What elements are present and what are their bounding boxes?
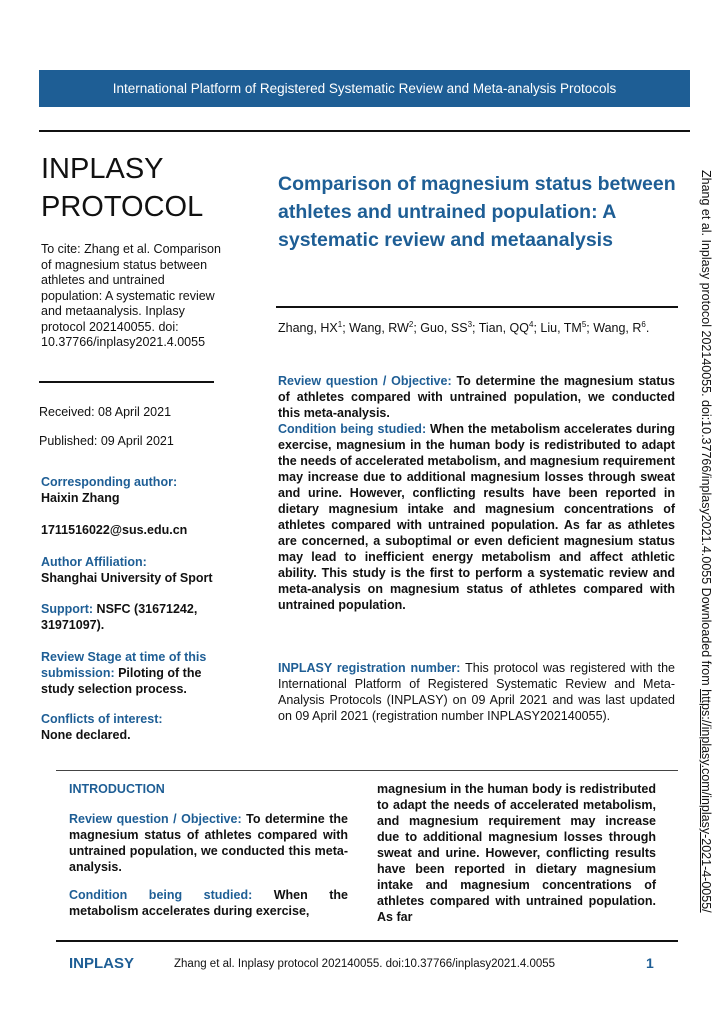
author-list <box>278 320 649 335</box>
author-affiliation <box>41 554 241 586</box>
body-review-question <box>69 811 348 875</box>
body-cond-text: When the metabolism accelerates during exercise, <box>69 888 349 918</box>
support-label: Support: <box>41 602 94 616</box>
author-sup: 4 <box>528 320 534 329</box>
author-email[interactable] <box>41 522 241 538</box>
abstract <box>278 373 675 613</box>
conflicts-value: None declared. <box>41 728 131 742</box>
support-value: NSFC (31671242, 31971097). <box>41 602 198 632</box>
author-email-link[interactable]: 1711516022@sus.edu.cn <box>41 523 188 537</box>
body-rq-label: Review question / Objective: <box>69 812 242 826</box>
body-cond-label: Condition being studied: <box>69 888 253 902</box>
body-column-left <box>69 781 348 931</box>
side-watermark-text <box>699 170 713 913</box>
article-title: Comparison of magnesium status between athletes and untrained population: A systematic review and metaanalysis <box>278 173 676 251</box>
protocol-heading-line1: INPLASY <box>41 153 164 185</box>
body-rule <box>56 770 678 771</box>
title-rule <box>276 306 678 308</box>
protocol-heading-line2: PROTOCOL <box>41 191 204 223</box>
abstract-rq-text: To determine the magnesium status of athletes compared with untrained population, we conducted this meta-analysis. <box>278 374 675 420</box>
author: ; Wang, RW <box>342 321 409 336</box>
author: ; Guo, SS <box>413 321 468 336</box>
corresponding-author <box>41 474 241 506</box>
author: ; Wang, R <box>586 321 642 336</box>
page-number: 1 <box>646 955 654 971</box>
author-sup: 6 <box>641 320 646 329</box>
footer-rule <box>56 940 678 942</box>
abstract-review-question <box>278 373 675 421</box>
author-sup: 1 <box>337 320 343 329</box>
conflicts-of-interest <box>41 711 241 743</box>
review-stage <box>41 649 231 697</box>
abstract-cond-label: Condition being studied: <box>278 422 427 436</box>
conflicts-label: Conflicts of interest: <box>41 712 163 726</box>
footer-citation: Zhang et al. Inplasy protocol 202140055. doi:10.37766/inplasy2021.4.0055 <box>174 958 556 970</box>
registration-text: This protocol was registered with the International Platform of Registered Systematic Review and Meta-Analysis Protocols (INPLASY) on 09 April 2021 and was last updated on 09 April 2021 (registration number INPLASY202140055). <box>278 661 675 723</box>
top-rule <box>39 130 690 132</box>
author: ; Liu, TM <box>533 321 582 336</box>
abstract-rq-label: Review question / Objective: <box>278 374 452 388</box>
author: Zhang, HX <box>278 321 338 336</box>
author: ; Tian, QQ <box>472 321 529 336</box>
body-condition <box>69 887 348 919</box>
author-list-end: . <box>645 321 650 336</box>
author-affiliation-label: Author Affiliation: <box>41 555 147 569</box>
author-sup: 2 <box>408 320 414 329</box>
corresponding-author-label: Corresponding author: <box>41 475 178 489</box>
support <box>41 601 231 633</box>
review-stage-value: Piloting of the study selection process. <box>41 666 202 696</box>
author-sup: 3 <box>467 320 473 329</box>
review-stage-label: Review Stage at time of this submission: <box>41 650 207 680</box>
left-rule <box>39 381 214 383</box>
banner: International Platform of Registered Systematic Review and Meta-analysis Protocols <box>39 70 690 107</box>
registration-label: INPLASY registration number: <box>278 661 461 675</box>
body-rq-text: To determine the magnesium status of athletes compared with untrained population, we conducted this meta-analysis. <box>69 812 348 874</box>
body-column-right: magnesium in the human body is redistributed to adapt the needs of accelerated metabolism, and magnesium requirement may increase due to additional magnesium losses through sweat and urine. However, conflicting results have been reported in dietary magnesium intake and magnesium concentrations of athletes compared with untrained population. As far <box>377 782 656 924</box>
corresponding-author-name: Haixin Zhang <box>41 491 120 505</box>
side-watermark-url[interactable]: https://inplasy.com/inplasy-2021-4-0055/ <box>699 689 713 913</box>
protocol-heading <box>41 150 203 226</box>
abstract-cond-text: When the metabolism accelerates during exercise, magnesium in the human body is redistributed to adapt the needs of accelerated metabolism, and magnesium requirement may increase due to additional magnesium losses through sweat and urine. However, conflicting results have been reported in dietary magnesium intake and magnesium concentrations of athletes compared with untrained population. As far as athletes are concerned, a suboptimal or even deficient magnesium status may lead to inefficient energy metabolism and affect athletic ability. This study is the first to perform a systematic review and meta-analysis on magnesium status of athletes compared with untrained population. <box>278 422 675 612</box>
published-date: Published: 09 April 2021 <box>39 434 174 448</box>
registration-info <box>278 660 675 724</box>
author-affiliation-value: Shanghai University of Sport <box>41 571 213 585</box>
author-sup: 5 <box>581 320 587 329</box>
introduction-heading: INTRODUCTION <box>69 782 165 796</box>
footer-brand: INPLASY <box>69 955 135 972</box>
side-watermark <box>691 170 721 920</box>
side-watermark-cite: Zhang et al. Inplasy protocol 202140055. doi:10.37766/inplasy2021.4.0055 Downloaded from <box>699 170 713 690</box>
abstract-condition <box>278 421 675 613</box>
received-date: Received: 08 April 2021 <box>39 405 172 419</box>
citation: To cite: Zhang et al. Comparison of magnesium status between athletes and untrained population: A systematic review and metaanalysis. Inplasy protocol 202140055. doi: 10.37766/inplasy2021.4.0055 <box>41 242 221 349</box>
